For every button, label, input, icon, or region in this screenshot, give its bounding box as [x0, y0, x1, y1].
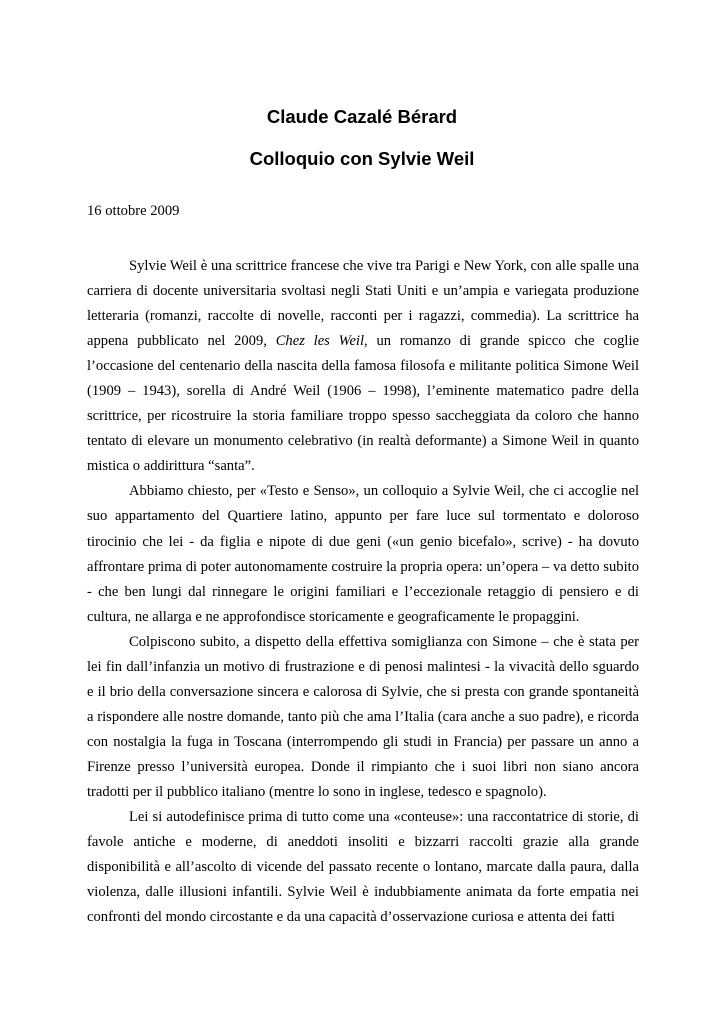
paragraph-1	[87, 254, 639, 479]
paragraph-3: Colpiscono subito, a dispetto della effettiva somiglianza con Simone – che è stata per lei fin dall’infanzia un motivo di frustrazione e di penosi malintesi - la vivacità dello sguardo e il brio della conversazione sincera e calorosa di Sylvie, che si presta con grande spontaneità a rispondere alle nostre domande, tanto più che ama l’Italia (cara anche a suo padre), e ricorda con nostalgia la fuga in Toscana (interrompendo gli studi in Francia) per passare un anno a Firenze presso l’università europea. Donde il rimpianto che i suoi libri non siano ancora tradotti per il pubblico italiano (mentre lo sono in inglese, tedesco e spagnolo).	[87, 633, 639, 800]
title-block	[0, 96, 724, 180]
paragraph-4: Lei si autodefinisce prima di tutto come una «conteuse»: una raccontatrice di storie, di favole antiche e moderne, di aneddoti insoliti e bizzarri raccolti grazie alla grande disponibilità e all’ascolto di vicende del passato recente o lontano, marcate dalla paura, dalla violenza, dalle illusioni infantili. Sylvie Weil è indubbiamente animata da forte empatia nei confronti del mondo circostante e da una capacità d’osservazione curiosa e attenta dei fatti	[87, 809, 639, 926]
article-body	[87, 254, 639, 930]
paragraph-2: Abbiamo chiesto, per «Testo e Senso», un colloquio a Sylvie Weil, che ci accoglie nel suo appartamento del Quartiere latino, appunto per fare luce sul tormentato e doloroso tirocinio che lei - da figlia e nipote di due geni («un genio bicefalo», scrive) - ha dovuto affrontare prima di poter autonomamente costruire la propria opera: un’opera – va detto subito - che ben lungi dal rinnegare le origini familiari e l’eccezionale retaggio di pensiero e di cultura, ne allarga e ne approfondisce storicamente e geograficamente le propaggini.	[87, 483, 639, 625]
paragraph-1-text-before: Sylvie Weil è una scrittrice francese che vive tra Parigi e New York, con alle spalle una carriera di docente universitaria svoltasi negli Stati Uniti e un’ampia e variegata produzione letteraria (romanzi, raccolte di novelle, racconti per i ragazzi, commedia). La scrittrice ha appena pubblicato nel 2009,	[87, 258, 639, 350]
article-date: 16 ottobre 2009	[87, 203, 180, 219]
paragraph-1-text-after: , un romanzo di grande spicco che coglie l’occasione del centenario della nascita della famosa filosofa e militante politica Simone Weil (1909 – 1943), sorella di André Weil (1906 – 1998), l’eminente matematico padre della scrittrice, per ricostruire la storia familiare troppo spesso saccheggiata da coloro che hanno tentato di elevare un monumento celebrativo (in realtà deformante) a Simone Weil in quanto mistica o addirittura “santa”.	[87, 333, 640, 475]
book-title-italic: Chez les Weil	[275, 333, 365, 350]
article-title: Colloquio con Sylvie Weil	[249, 148, 475, 169]
author-name: Claude Cazalé Bérard	[266, 106, 458, 127]
